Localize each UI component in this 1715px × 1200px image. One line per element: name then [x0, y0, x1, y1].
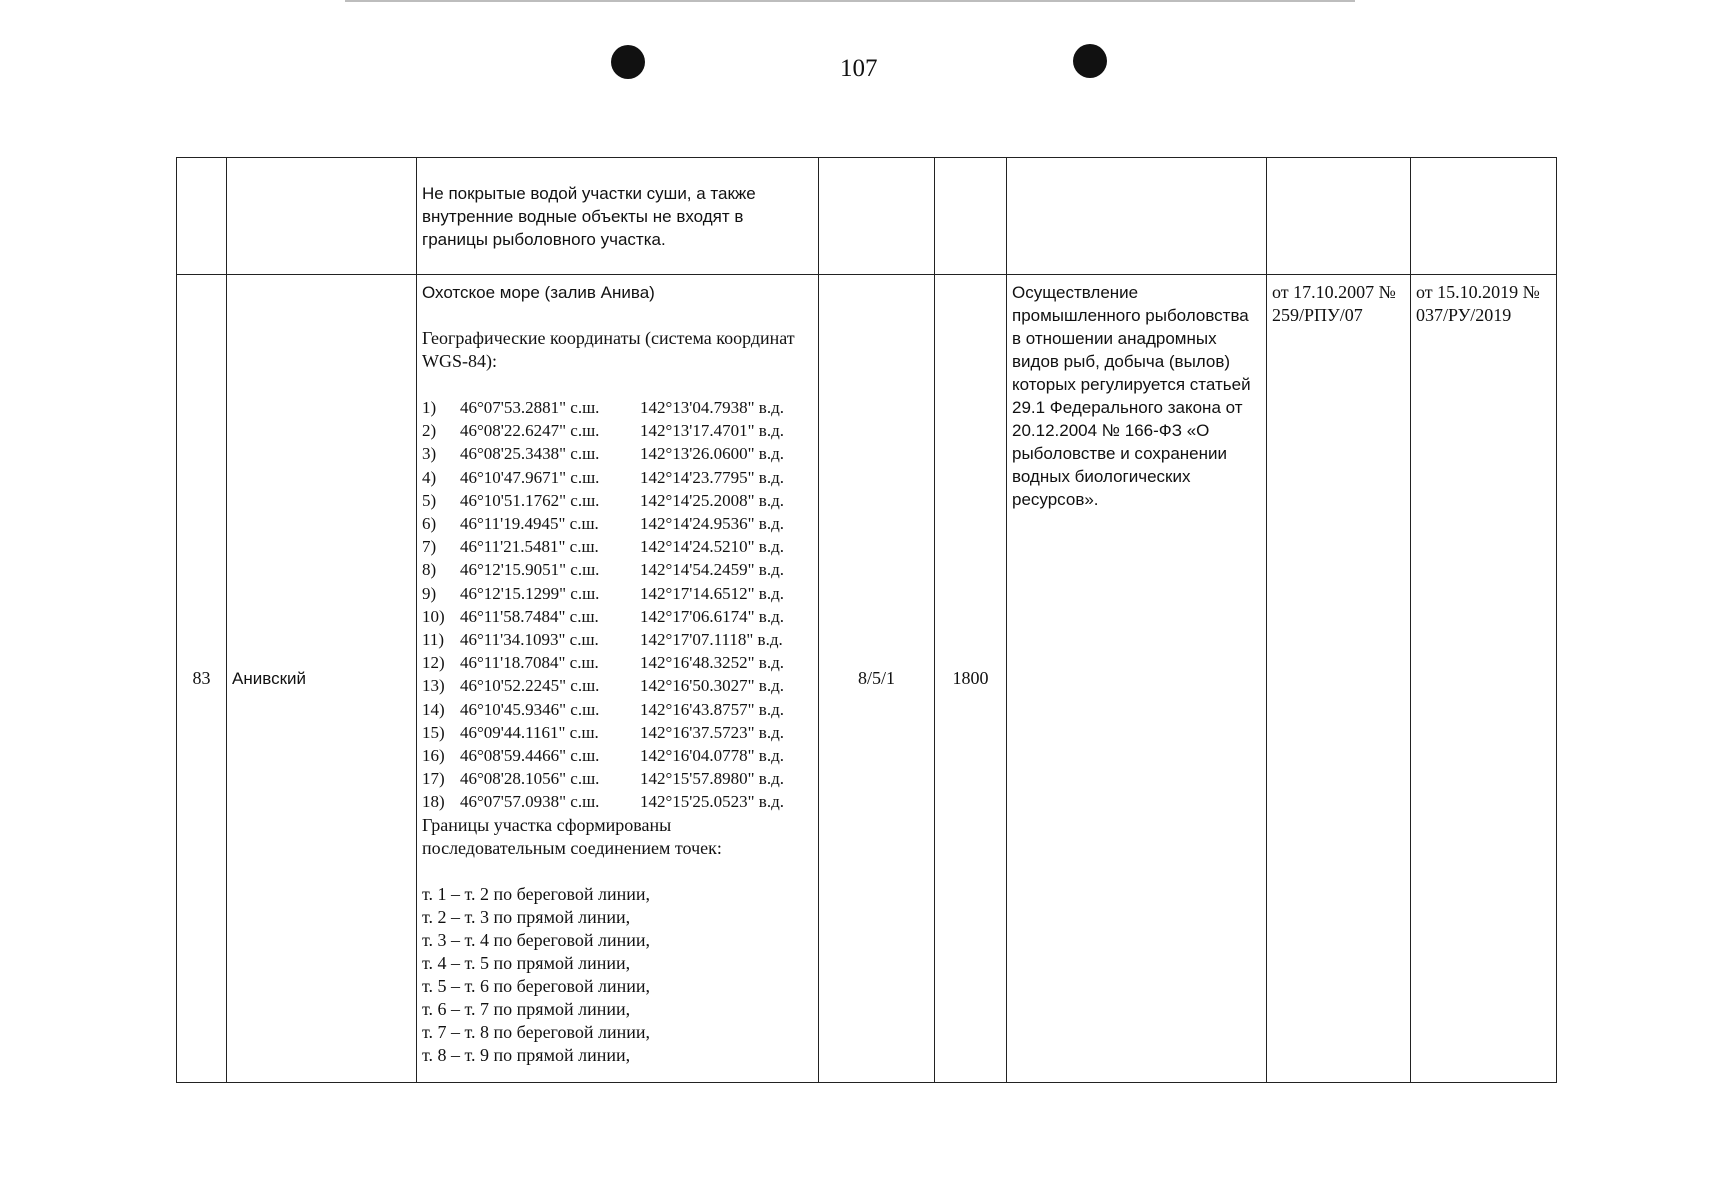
- coordinate-point: [422, 512, 813, 535]
- point-number: 10): [422, 606, 445, 626]
- point-number: 1): [422, 398, 437, 417]
- point-longitude: 142°17'14.6512" в.д.: [640, 583, 784, 603]
- point-longitude: 142°13'26.0600" в.д.: [640, 444, 784, 464]
- coordinate-point: [422, 396, 813, 419]
- coordinate-point: [422, 605, 813, 628]
- coordinates-list: [422, 396, 813, 814]
- boundary-segment: т. 7 – т. 8 по береговой линии,: [422, 1021, 651, 1042]
- coordinate-point: [422, 698, 813, 721]
- boundary-segment: т. 8 – т. 9 по прямой линии,: [422, 1044, 631, 1065]
- fishing-areas-table: [176, 157, 1557, 1083]
- point-number: 8): [422, 560, 437, 580]
- boundary-segment: т. 6 – т. 7 по прямой линии,: [422, 998, 631, 1019]
- point-latitude: 46°11'19.4945" с.ш.: [460, 514, 599, 534]
- point-longitude: 142°17'06.6174" в.д.: [640, 606, 784, 626]
- point-latitude: 46°09'44.1161" с.ш.: [460, 722, 599, 742]
- point-latitude: 46°07'57.0938" с.ш.: [460, 792, 600, 812]
- coordinate-point: [422, 651, 813, 674]
- point-longitude: 142°16'43.8757" в.д.: [640, 699, 784, 719]
- coordinate-point: [422, 582, 813, 605]
- point-longitude: 142°15'25.0523" в.д.: [640, 792, 784, 812]
- point-longitude: 142°14'54.2459" в.д.: [640, 560, 784, 580]
- cell-name: [227, 158, 417, 275]
- boundary-segment: т. 2 – т. 3 по прямой линии,: [422, 906, 631, 927]
- doc-from: от 17.10.2007 № 259/РПУ/07: [1267, 275, 1411, 1083]
- row-number: 83: [177, 275, 227, 1083]
- point-latitude: 46°11'34.1093" с.ш.: [460, 630, 599, 650]
- point-latitude: 46°12'15.9051" с.ш.: [460, 560, 600, 580]
- point-number: 13): [422, 676, 445, 696]
- point-longitude: 142°16'04.0778" в.д.: [640, 746, 784, 766]
- point-number: 7): [422, 537, 437, 557]
- point-number: 2): [422, 421, 437, 441]
- point-number: 18): [422, 792, 445, 812]
- description-text: Не покрытые водой участки суши, а также внутренние водные объекты не входят в границы рыболовного участка.: [422, 184, 756, 249]
- doc-to: от 15.10.2019 № 037/РУ/2019: [1411, 275, 1557, 1083]
- point-latitude: 46°08'22.6247" с.ш.: [460, 421, 600, 441]
- point-latitude: 46°10'52.2245" с.ш.: [460, 676, 600, 696]
- point-number: 16): [422, 746, 445, 766]
- coordinate-point: [422, 558, 813, 581]
- point-number: 4): [422, 467, 437, 487]
- point-number: 11): [422, 630, 445, 650]
- point-number: 6): [422, 514, 437, 534]
- point-number: 15): [422, 722, 445, 742]
- point-latitude: 46°10'47.9671" с.ш.: [460, 467, 600, 487]
- segments-list: [422, 883, 813, 1067]
- point-longitude: 142°16'50.3027" в.д.: [640, 676, 784, 696]
- coordinate-point: [422, 767, 813, 790]
- ratio-value: 8/5/1: [819, 275, 935, 1083]
- coordinate-point: [422, 442, 813, 465]
- coordinate-point: [422, 628, 813, 651]
- point-longitude: 142°17'07.1118" в.д.: [640, 630, 783, 650]
- point-latitude: 46°08'25.3438" с.ш.: [460, 444, 600, 464]
- cell-area: [935, 158, 1007, 275]
- point-longitude: 142°14'23.7795" в.д.: [640, 467, 784, 487]
- cell-purpose: [1007, 158, 1267, 275]
- coordinate-point: [422, 419, 813, 442]
- coordinate-point: [422, 489, 813, 512]
- point-latitude: 46°10'45.9346" с.ш.: [460, 699, 600, 719]
- cell-description: [417, 158, 819, 275]
- top-border-line: [345, 0, 1355, 2]
- point-longitude: 142°13'17.4701" в.д.: [640, 421, 784, 441]
- cell-number: [177, 158, 227, 275]
- coordinate-point: [422, 674, 813, 697]
- point-longitude: 142°14'25.2008" в.д.: [640, 490, 784, 510]
- point-number: 12): [422, 653, 445, 673]
- point-longitude: 142°15'57.8980" в.д.: [640, 769, 784, 789]
- point-longitude: 142°13'04.7938" в.д.: [640, 398, 784, 417]
- boundary-segment: т. 5 – т. 6 по береговой линии,: [422, 975, 651, 996]
- table-row-83: [177, 275, 1557, 1083]
- cell-doc-to: [1411, 158, 1557, 275]
- hole-punch-mark-left: [611, 45, 645, 79]
- point-latitude: 46°11'18.7084" с.ш.: [460, 653, 599, 673]
- coordinate-point: [422, 466, 813, 489]
- point-number: 9): [422, 583, 437, 603]
- point-number: 14): [422, 699, 445, 719]
- coordinate-point: [422, 721, 813, 744]
- cell-location: [417, 275, 819, 1083]
- boundary-text: Границы участка сформированы последовательным соединением точек:: [422, 814, 722, 858]
- point-longitude: 142°16'48.3252" в.д.: [640, 653, 784, 673]
- point-latitude: 46°12'15.1299" с.ш.: [460, 583, 600, 603]
- boundary-segment: т. 3 – т. 4 по береговой линии,: [422, 929, 651, 950]
- point-longitude: 142°14'24.5210" в.д.: [640, 537, 784, 557]
- coords-heading: Географические координаты (система координат WGS-84):: [422, 328, 795, 371]
- table-row-continuation: [177, 158, 1557, 275]
- point-latitude: 46°10'51.1762" с.ш.: [460, 490, 600, 510]
- point-number: 17): [422, 769, 445, 789]
- hole-punch-mark-right: [1073, 44, 1107, 78]
- point-number: 3): [422, 444, 437, 464]
- point-longitude: 142°16'37.5723" в.д.: [640, 722, 784, 742]
- point-latitude: 46°11'58.7484" с.ш.: [460, 606, 599, 626]
- boundary-segment: т. 4 – т. 5 по прямой линии,: [422, 952, 631, 973]
- purpose-text: Осуществление промышленного рыболовства в отношении анадромных видов рыб, добыча (вылов) которых регулируется статьей 29.1 Федерального закона от 20.12.2004 № 166-ФЗ «О рыболовстве и сохранении водных биологических ресурсов».: [1007, 275, 1267, 1083]
- point-latitude: 46°08'28.1056" с.ш.: [460, 769, 600, 789]
- point-number: 5): [422, 490, 437, 510]
- point-latitude: 46°11'21.5481" с.ш.: [460, 537, 599, 557]
- page-number: 107: [840, 55, 878, 82]
- coordinate-point: [422, 744, 813, 767]
- coordinate-point: [422, 790, 813, 813]
- area-name: Анивский: [227, 275, 417, 1083]
- cell-doc-from: [1267, 158, 1411, 275]
- boundary-segment: т. 1 – т. 2 по береговой линии,: [422, 883, 651, 904]
- coordinate-point: [422, 535, 813, 558]
- cell-ratio: [819, 158, 935, 275]
- point-latitude: 46°08'59.4466" с.ш.: [460, 746, 600, 766]
- location-title: Охотское море (залив Анива): [422, 283, 655, 302]
- area-value: 1800: [935, 275, 1007, 1083]
- point-longitude: 142°14'24.9536" в.д.: [640, 514, 784, 534]
- point-latitude: 46°07'53.2881" с.ш.: [460, 398, 600, 417]
